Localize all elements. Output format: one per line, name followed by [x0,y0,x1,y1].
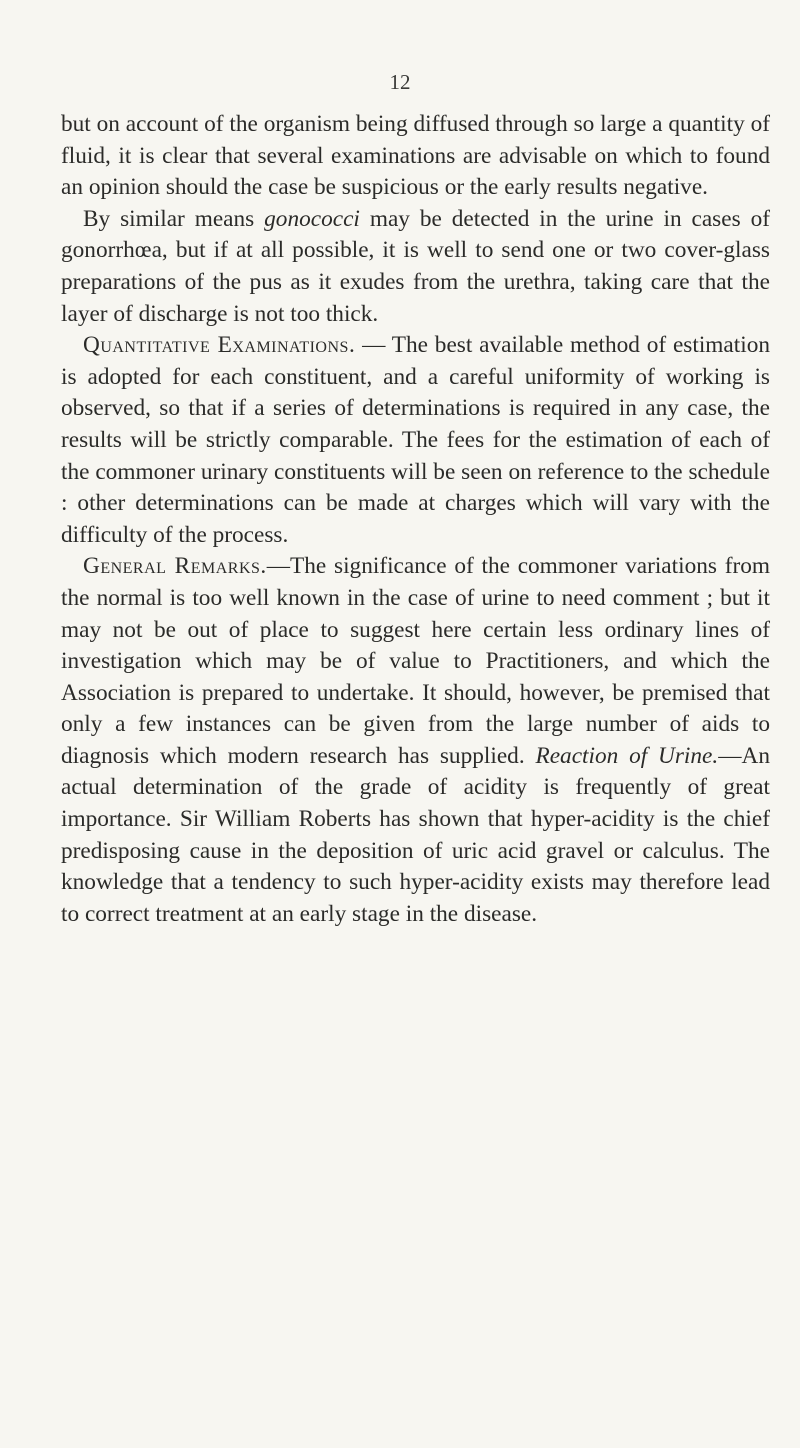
paragraph-tail: —An actual determination of the grade of acidity is frequently of great importance. Sir William Roberts has shown that hyper-acidity is the chief predisposing cause in the deposition of uric acid gravel or calculus. The knowledge that a tendency to such hyper-acidity exists may therefore lead to correct treatment at an early stage in the disease. [61,742,770,927]
section-heading: Quantitative Examinations. [83,332,356,359]
paragraph-continuation [61,109,770,204]
paragraph-text: may be detected in the urine in cases of gonorrhœa, but if at all possible, it is well to send one or two cover-glass preparations of the pus as it exudes from the urethra, taking care that the layer of discharge is not too thick. [61,205,770,327]
italic-term: gonococci [264,205,360,232]
body-text [61,109,770,930]
paragraph-quantitative [61,330,770,551]
paragraph-general-remarks [61,551,770,930]
paragraph-text: but on account of the organism being diffused through so large a quantity of fluid, it is clear that several examinations are advisable on which to found an opinion should the case be suspicious or the early results negative. [61,111,770,201]
paragraph-text: —The significance of the commoner variations from the normal is too well known in the case of urine to need comment ; but it may not be out of place to suggest here certain less ordinary lines of investigation which may be of value to Practitioners, and which the Association is prepared to undertake. It should, however, be premised that only a few instances can be given from the large number of aids to diagnosis which modern research has supplied. [61,553,770,769]
section-heading: General Remarks. [83,553,267,580]
paragraph-lead: By similar means [83,205,265,232]
paragraph-text: — The best available method of estimation is adopted for each constituent, and a careful uniformity of working is observed, so that if a series of determinations is required in any case, the results will be strictly comparable. The fees for the estimation of each of the commoner urinary constituents will be seen on reference to the schedule : other determinations can be made at charges which will vary with the difficulty of the process. [61,332,770,548]
italic-subheading: Reaction of Urine. [535,742,719,769]
page-number: 12 [389,70,411,94]
paragraph-gonococci [61,204,770,330]
